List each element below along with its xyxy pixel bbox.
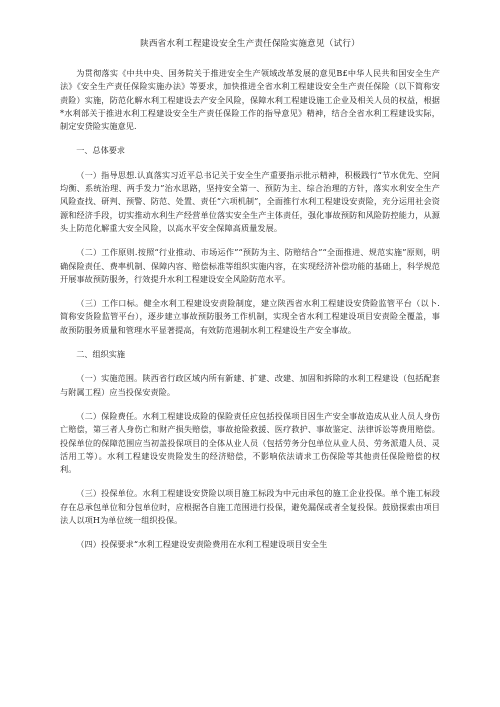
paragraph-insurance-requirements: （四）投保要求“水利工程建设安责险费用在水利工程建设项目安全生	[76, 539, 328, 550]
paragraph-guiding-ideology: （一）指导思想.认真落实习近平总书记关于安全生产重要指示批示精神，积极践行“节水优先、空间均衡、系统治理、两手发力”治水思路，坚持安全第一、预防为主、综合治理的方针，落实水利安全生产风险查找、研判、预警、防范、处置、责任“六项机制”，全面推行水利工程建设安责险，充分运用社会资源和经济手段，切实推动水利生产经营单位落实安全生产主体责任，强化事故预防和风险防控能力，从源头上防范化解重大安全风险，以高水平安全保障高质量发展。	[60, 169, 440, 233]
paragraph-insured-unit: （三）投保单位。水利工程建设安贷险以项目施工标段为中元由承包的施工企业投保。单个施工标段存在总承包单位和分包单位时，应根据各自施工范围进行投保，避免漏保或者全复投保。鼓励探索由项目法人以项H为单位统一组织投保。	[60, 488, 440, 526]
section-heading-general-requirements: 一、总体要求	[76, 145, 126, 156]
paragraph-insurance-liability: （二）保险费任。水利工程建设成险的保险责任应包括投保项目因生产安全事故造成从业人员人身伤亡赔偿，第三者人身伤亡和财产损失赔偿，事故抢险救援、医疗救护、事故鉴定、法律诉讼等费用赔偿。投保单位的保障范围应当初盖投保项目的全体从业人员（包括劳务分包单位从业人员、劳务派遣人员、灵活用工等）。水利工程建设安贵险发生的经济赔偿，不影响依法请求工伤保险等其他责任保险赔偿的权利。	[60, 410, 440, 475]
document-page	[60, 38, 440, 563]
paragraph-work-goals: （三）工作口标。健全水利工程建设安责险制度，建立陕西省水利工程建设安贷险监管平台（以卜.简称安货险监管平台），逐步建立事故预防服务工作机制，实现全省水利工程建设项目安责险全覆盖，事故预防服务质量和管理水平显著提高，有效防范遏制水利工程建设生产安全事故。	[60, 298, 440, 335]
paragraph-scope: （一）实施范围。陕西省行政区域内所有新建、扩建、改建、加固和拆除的水利工程建设（包括配套与附属工程）应当投保安责险。	[60, 373, 440, 397]
paragraph-work-principles: （二）工作原则.按照“行业推动、市场运作”“预防为主、防赔结合”“全面推进、规范实施”原则，明确保险责任、费率机制、保障内容、赔偿标准等组织实施内容，在实现经济补偿功能的基础上，科学规范开展事故预防服务，行效提升水利工程建设安全风险防范水平。	[60, 247, 440, 284]
section-heading-organization: 二、组织实施	[76, 349, 126, 360]
intro-paragraph: 为贯彻落实《中共中央、国务院关于推进安全生产领域改革发展的意见B£中华人民共和国安全生产法》《安全生产责任保险实施办法》等要求，加快推进全省水利工程建设安全生产责任保险（以下简称安责险）实施，防范化解水利工程建设去产安全风险，保障水利工程建设施工企业及相关人员的权益，根据*水利部关于推进水利工程建设安全生产责任保险工作的指导意见》精神，结合全省水利工程建设实际，制定安贷险实施意见.	[60, 68, 440, 132]
document-title: 陕西省水利工程建设安全生产责任保险实施意见（试行）	[140, 39, 360, 49]
